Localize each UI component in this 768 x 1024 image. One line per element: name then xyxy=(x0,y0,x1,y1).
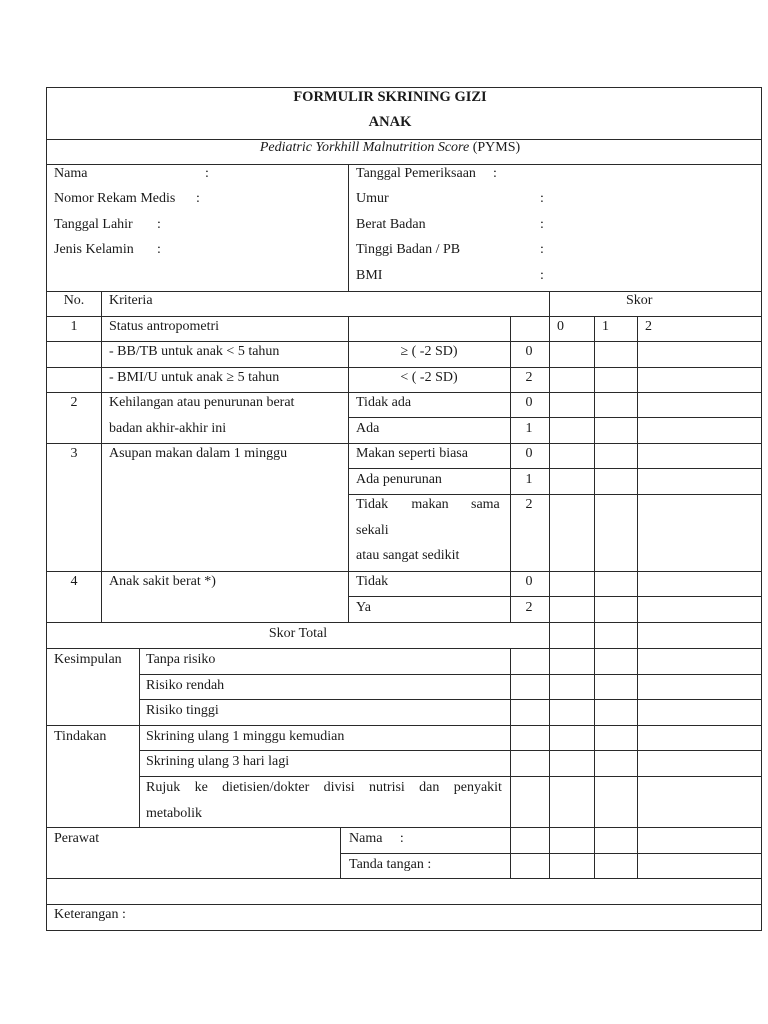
row2-score-1: 0 xyxy=(525,395,533,410)
row1b-option: < ( -2 SD) xyxy=(400,370,458,385)
colon-jenis-kelamin: : xyxy=(157,242,161,257)
rule-score-col2 xyxy=(637,316,638,879)
perawat-label: Perawat xyxy=(54,831,100,846)
row4-label: Anak sakit berat *) xyxy=(109,574,216,589)
row3-option-3-word3: sama xyxy=(471,497,500,512)
rule-score-col1 xyxy=(594,316,595,879)
row4-no: 4 xyxy=(70,574,78,589)
rule-right xyxy=(761,87,762,931)
rule-subtitle-bottom xyxy=(46,164,762,165)
row1-label: Status antropometri xyxy=(109,319,220,334)
rule-k3-bottom xyxy=(46,725,762,726)
tindakan-word-ke: ke xyxy=(194,780,208,795)
row3-option-3-word2: makan xyxy=(411,497,449,512)
rule-patient-bottom xyxy=(46,291,762,292)
pyms-caption xyxy=(260,140,520,156)
row1a-label: - BB/TB untuk anak < 5 tahun xyxy=(109,344,280,359)
rule-patient-split xyxy=(348,164,349,292)
rule-r3-mid1 xyxy=(348,468,762,469)
rule-header-bottom xyxy=(46,316,762,317)
rule-r4-bottom xyxy=(46,622,762,623)
rule-r3-bottom xyxy=(46,571,762,572)
tindakan-word-dietisien: dietisien/dokter xyxy=(222,780,310,795)
header-no: No. xyxy=(63,293,85,308)
tindakan-word-nutrisi: nutrisi xyxy=(369,780,405,795)
kesimpulan-tanpa-risiko: Tanpa risiko xyxy=(146,652,216,667)
row2-option-1: Tidak ada xyxy=(356,395,412,410)
row1a-option: ≥ ( -2 SD) xyxy=(400,344,458,359)
row3-label: Asupan makan dalam 1 minggu xyxy=(109,446,288,461)
row2-option-2: Ada xyxy=(356,421,380,436)
keterangan-label: Keterangan : xyxy=(54,907,126,922)
score-col-0: 0 xyxy=(557,319,564,334)
tindakan-word-penyakit: penyakit xyxy=(453,780,502,795)
rule-r1b-bottom xyxy=(46,392,762,393)
rule-r1-bottom xyxy=(46,341,762,342)
rule-k2-bottom xyxy=(139,699,762,700)
score-col-2: 2 xyxy=(645,319,652,334)
label-tinggi-badan: Tinggi Badan / PB xyxy=(356,242,461,257)
rule-k1-bottom xyxy=(139,674,762,675)
row2-no: 2 xyxy=(70,395,78,410)
tindakan-item-2: Skrining ulang 3 hari lagi xyxy=(146,754,290,769)
row1-no: 1 xyxy=(70,319,78,334)
kesimpulan-risiko-tinggi: Risiko tinggi xyxy=(146,703,219,718)
colon-nama: : xyxy=(205,166,209,181)
rule-label-split xyxy=(139,648,140,828)
rule-skor-split xyxy=(549,291,550,879)
row3-score-2: 1 xyxy=(525,472,533,487)
tindakan-word-rujuk: Rujuk xyxy=(146,780,181,795)
colon-tanggal-pemeriksaan: : xyxy=(493,166,497,181)
pyms-abbr: (PYMS) xyxy=(469,140,521,155)
rule-t3-bottom xyxy=(46,827,762,828)
kesimpulan-risiko-rendah: Risiko rendah xyxy=(146,678,225,693)
rule-top xyxy=(46,87,762,88)
row3-no: 3 xyxy=(70,446,78,461)
row4-option-2: Ya xyxy=(356,600,371,615)
colon-umur: : xyxy=(540,191,544,206)
tindakan-item-3-line1 xyxy=(146,780,502,796)
rule-option-split xyxy=(348,316,349,623)
rule-r2-mid xyxy=(348,417,762,418)
tindakan-item-3-line2: metabolik xyxy=(146,806,202,821)
row3-score-3: 2 xyxy=(525,497,533,512)
label-tanggal-pemeriksaan: Tanggal Pemeriksaan xyxy=(356,166,476,181)
row1b-label: - BMI/U untuk anak ≥ 5 tahun xyxy=(109,370,280,385)
row3-option-3-line3: atau sangat sedikit xyxy=(356,548,460,563)
colon-bmi: : xyxy=(540,268,544,283)
rule-blank-bottom xyxy=(46,904,762,905)
kesimpulan-label: Kesimpulan xyxy=(54,652,122,667)
row3-option-3-line2: sekali xyxy=(356,523,389,538)
rule-r2-bottom xyxy=(46,443,762,444)
rule-r1a-bottom xyxy=(46,367,762,368)
rule-perawat-split xyxy=(340,827,341,879)
rule-r4-mid xyxy=(348,596,762,597)
row2-score-2: 1 xyxy=(525,421,533,436)
row4-score-1: 0 xyxy=(525,574,533,589)
skor-total-label: Skor Total xyxy=(268,626,328,641)
label-bmi: BMI xyxy=(356,268,383,283)
label-tanggal-lahir: Tanggal Lahir xyxy=(54,217,133,232)
row1a-score: 0 xyxy=(525,344,533,359)
perawat-tanda-tangan: Tanda tangan : xyxy=(349,857,432,872)
label-jenis-kelamin: Jenis Kelamin xyxy=(54,242,134,257)
row4-score-2: 2 xyxy=(525,600,533,615)
rule-lower-value-split xyxy=(510,648,511,879)
perawat-nama: Nama : xyxy=(349,831,404,846)
label-berat-badan: Berat Badan xyxy=(356,217,426,232)
tindakan-item-1: Skrining ulang 1 minggu kemudian xyxy=(146,729,345,744)
header-skor: Skor xyxy=(626,293,653,308)
rule-no-split xyxy=(101,291,102,623)
header-kriteria: Kriteria xyxy=(109,293,153,308)
form-title: FORMULIR SKRINING GIZI xyxy=(293,89,487,105)
form-subtitle-anak: ANAK xyxy=(368,114,412,130)
row3-option-1: Makan seperti biasa xyxy=(356,446,468,461)
rule-t1-bottom xyxy=(139,750,762,751)
row3-score-1: 0 xyxy=(525,446,533,461)
colon-berat-badan: : xyxy=(540,217,544,232)
rule-t2-bottom xyxy=(139,776,762,777)
tindakan-word-divisi: divisi xyxy=(323,780,355,795)
label-nama: Nama xyxy=(54,166,88,181)
tindakan-word-dan: dan xyxy=(419,780,440,795)
row2-label-line2: badan akhir-akhir ini xyxy=(109,421,227,436)
row2-label-line1: Kehilangan atau penurunan berat xyxy=(109,395,295,410)
colon-tinggi-badan: : xyxy=(540,242,544,257)
row1b-score: 2 xyxy=(525,370,533,385)
rule-left xyxy=(46,87,47,931)
rule-perawat-bottom xyxy=(46,878,762,879)
rule-r3-mid2 xyxy=(348,494,762,495)
rule-value-split xyxy=(510,316,511,623)
label-nomor-rekam-medis: Nomor Rekam Medis xyxy=(54,191,176,206)
row3-option-3-word1: Tidak xyxy=(356,497,389,512)
rule-bottom xyxy=(46,930,762,931)
pyms-name: Pediatric Yorkhill Malnutrition Score xyxy=(259,140,470,155)
label-umur: Umur xyxy=(356,191,389,206)
score-col-1: 1 xyxy=(602,319,609,334)
tindakan-label: Tindakan xyxy=(54,729,107,744)
colon-tanggal-lahir: : xyxy=(157,217,161,232)
row4-option-1: Tidak xyxy=(356,574,389,589)
rule-total-bottom xyxy=(46,648,762,649)
colon-nomor: : xyxy=(196,191,200,206)
rule-perawat-mid xyxy=(340,853,762,854)
row3-option-2: Ada penurunan xyxy=(356,472,442,487)
